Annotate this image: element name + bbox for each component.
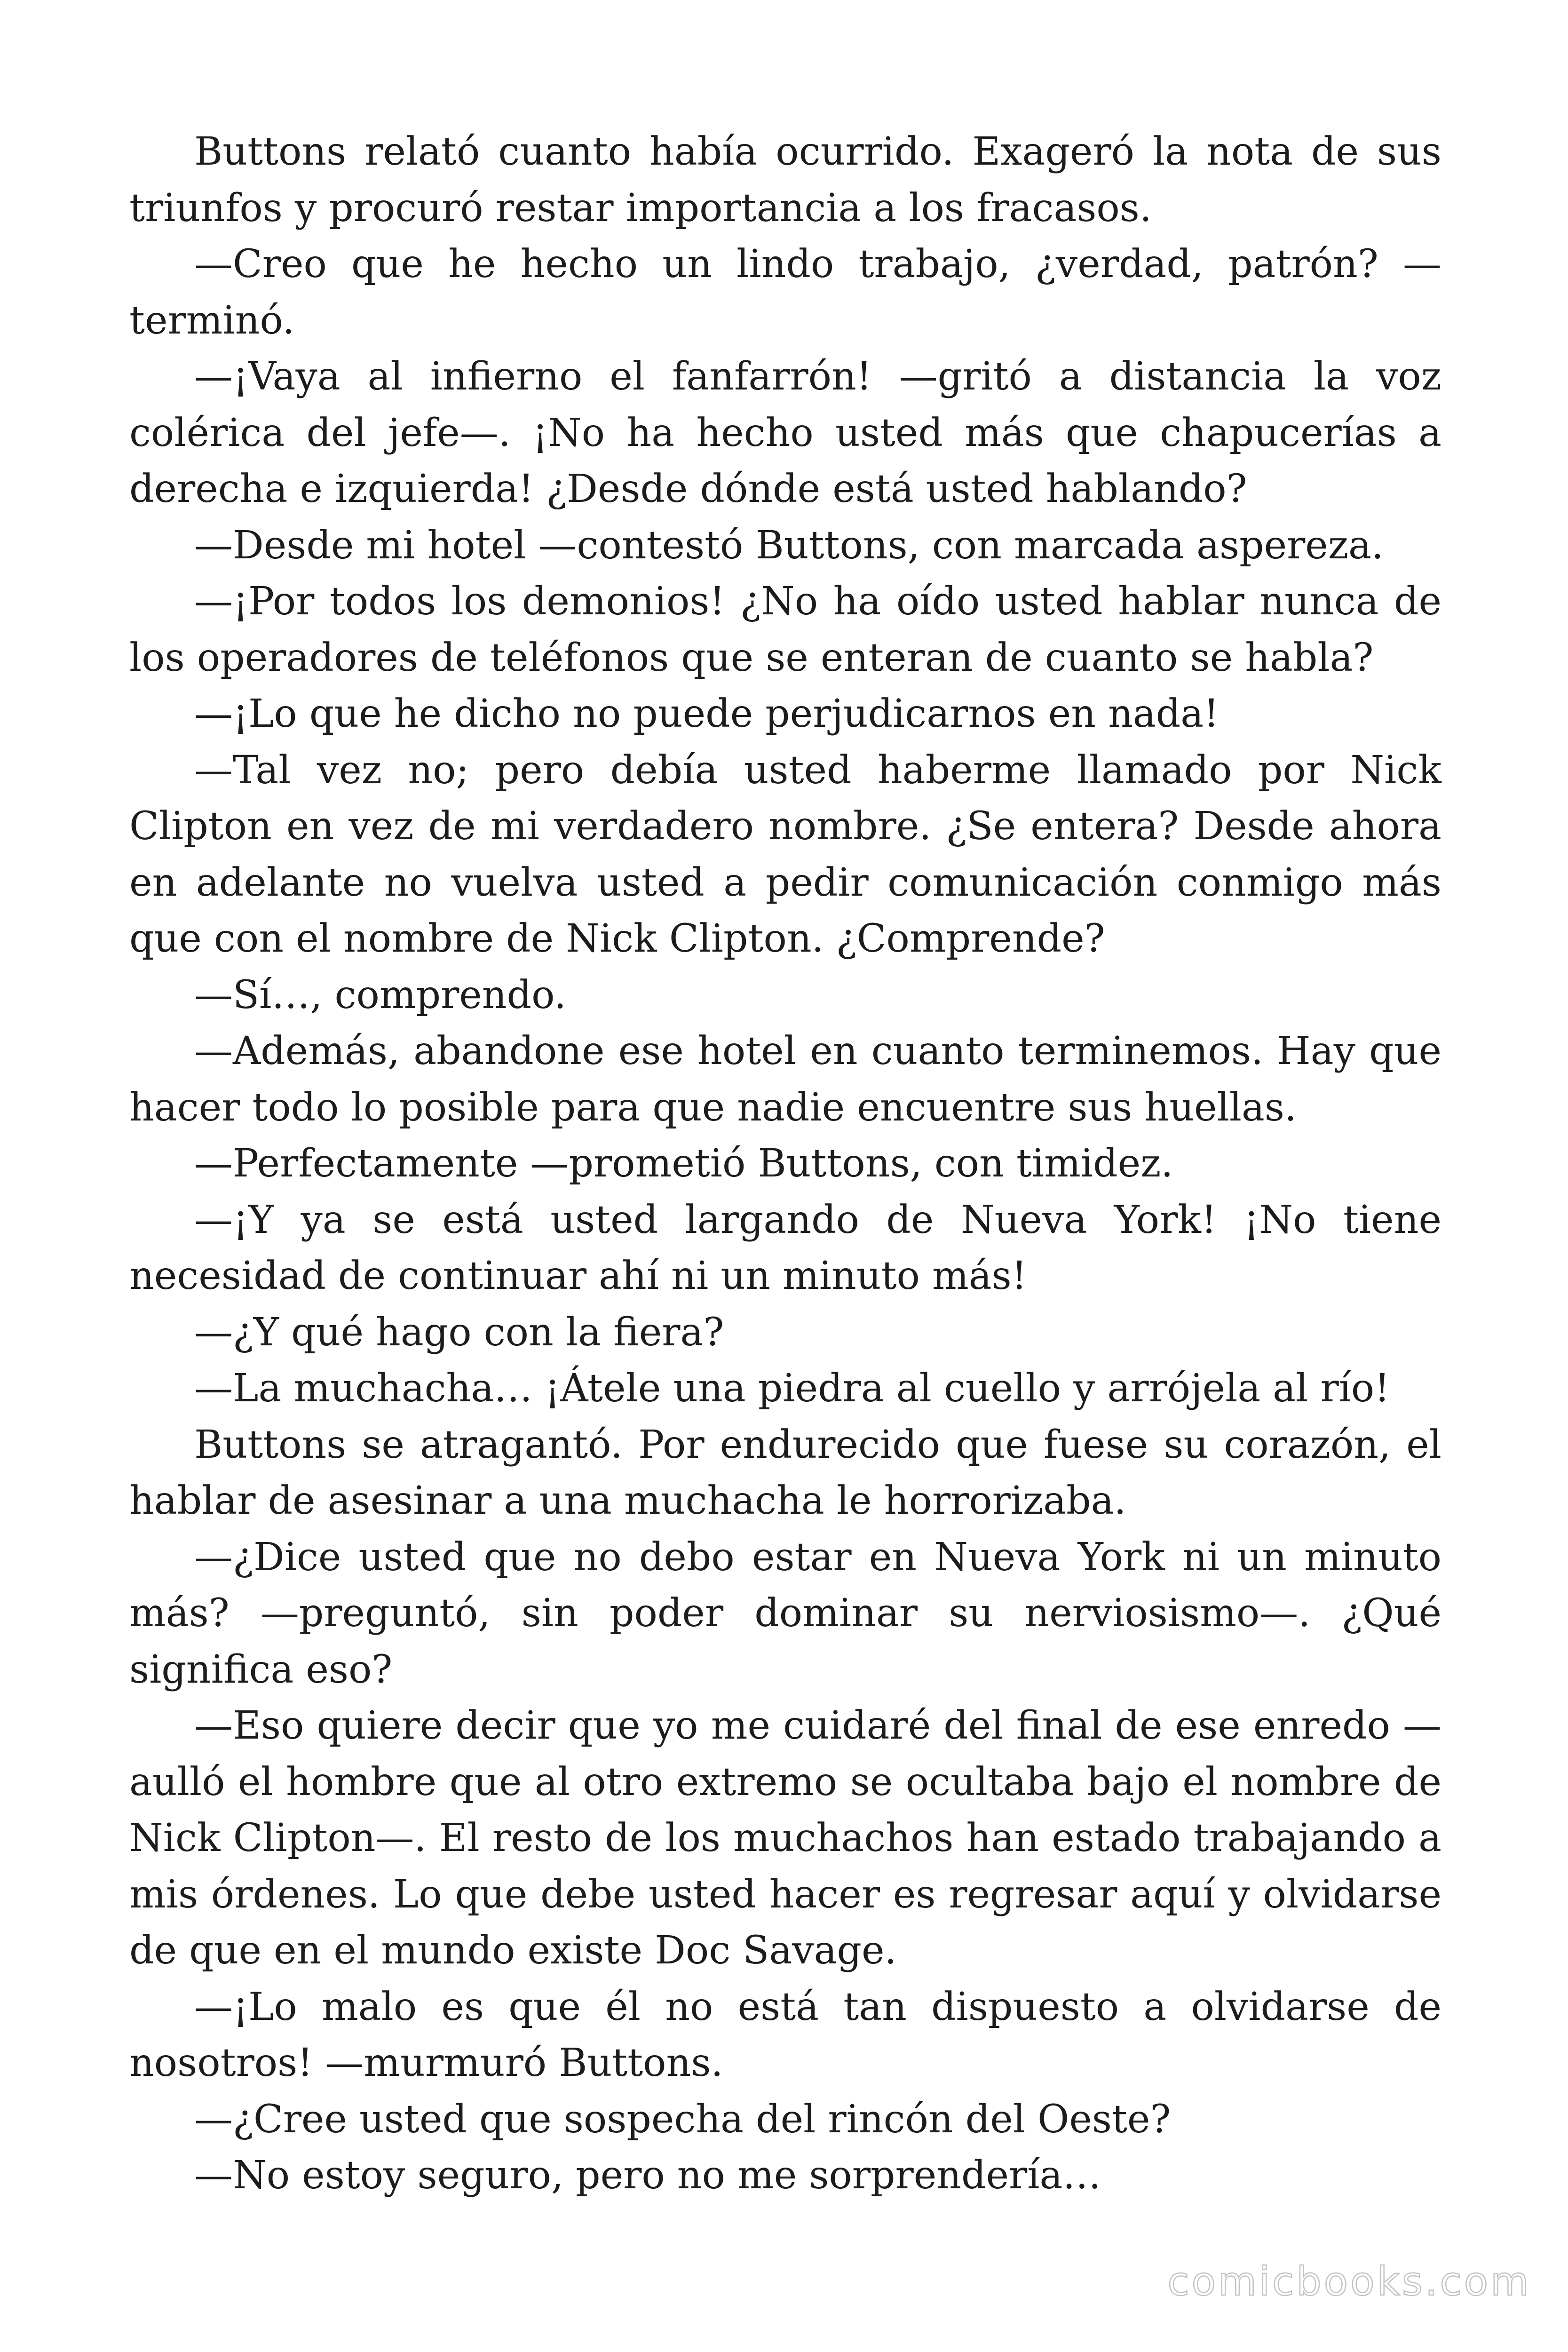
paragraph: —Sí…, comprendo.	[194, 972, 567, 1017]
paragraph: —¡Vaya al infierno el fanfarrón! —gritó a distancia la voz colérica del jefe—. ¡No ha hecho usted más que chapucerías a derecha e izquierda! ¿Desde dónde está usted hablando?	[129, 354, 1441, 511]
paragraph: —¿Cree usted que sospecha del rincón del Oeste?	[194, 2097, 1171, 2142]
paragraph: —¿Y qué hago con la fiera?	[194, 1310, 724, 1355]
text-body	[129, 124, 1441, 2204]
paragraph: —¡Lo malo es que él no está tan dispuesto a olvidarse de nosotros! —murmuró Buttons.	[129, 1984, 1441, 2085]
paragraph: —Creo que he hecho un lindo trabajo, ¿verdad, patrón? —terminó.	[129, 242, 1441, 343]
paragraph: —Tal vez no; pero debía usted haberme llamado por Nick Clipton en vez de mi verdadero nombre. ¿Se entera? Desde ahora en adelante no vuelva usted a pedir comunicación conmigo más que con el nombre de Nick Clipton. ¿Comprende?	[129, 747, 1441, 961]
paragraph: Buttons relató cuanto había ocurrido. Exageró la nota de sus triunfos y procuró restar importancia a los fracasos.	[129, 129, 1441, 230]
paragraph: —¡Por todos los demonios! ¿No ha oído usted hablar nunca de los operadores de teléfonos que se enteran de cuanto se habla?	[129, 579, 1441, 680]
paragraph: Buttons se atragantó. Por endurecido que fuese su corazón, el hablar de asesinar a una muchacha le horrorizaba.	[129, 1422, 1441, 1523]
paragraph: —¿Dice usted que no debo estar en Nueva York ni un minuto más? —preguntó, sin poder dominar su nerviosismo—. ¿Qué significa eso?	[129, 1534, 1441, 1692]
paragraph: —No estoy seguro, pero no me sorprendería…	[194, 2153, 1101, 2198]
paragraph: —Perfectamente —prometió Buttons, con timidez.	[194, 1141, 1173, 1186]
paragraph: —Desde mi hotel —contestó Buttons, con marcada aspereza.	[194, 523, 1384, 568]
paragraph: —¡Y ya se está usted largando de Nueva York! ¡No tiene necesidad de continuar ahí ni un minuto más!	[129, 1197, 1441, 1298]
paragraph: —La muchacha… ¡Átele una piedra al cuello y arrójela al río!	[194, 1366, 1390, 1411]
paragraph: —¡Lo que he dicho no puede perjudicarnos en nada!	[194, 691, 1220, 736]
paragraph: —Eso quiere decir que yo me cuidaré del final de ese enredo —aulló el hombre que al otro extremo se ocultaba bajo el nombre de Nick Clipton—. El resto de los muchachos han estado trabajando a mis órdenes. Lo que debe usted hacer es regresar aquí y olvidarse de que en el mundo existe Doc Savage.	[129, 1703, 1441, 1973]
paragraph: —Además, abandone ese hotel en cuanto terminemos. Hay que hacer todo lo posible para que nadie encuentre sus huellas.	[129, 1029, 1441, 1130]
watermark: comicbooks.com	[1167, 2258, 1531, 2304]
